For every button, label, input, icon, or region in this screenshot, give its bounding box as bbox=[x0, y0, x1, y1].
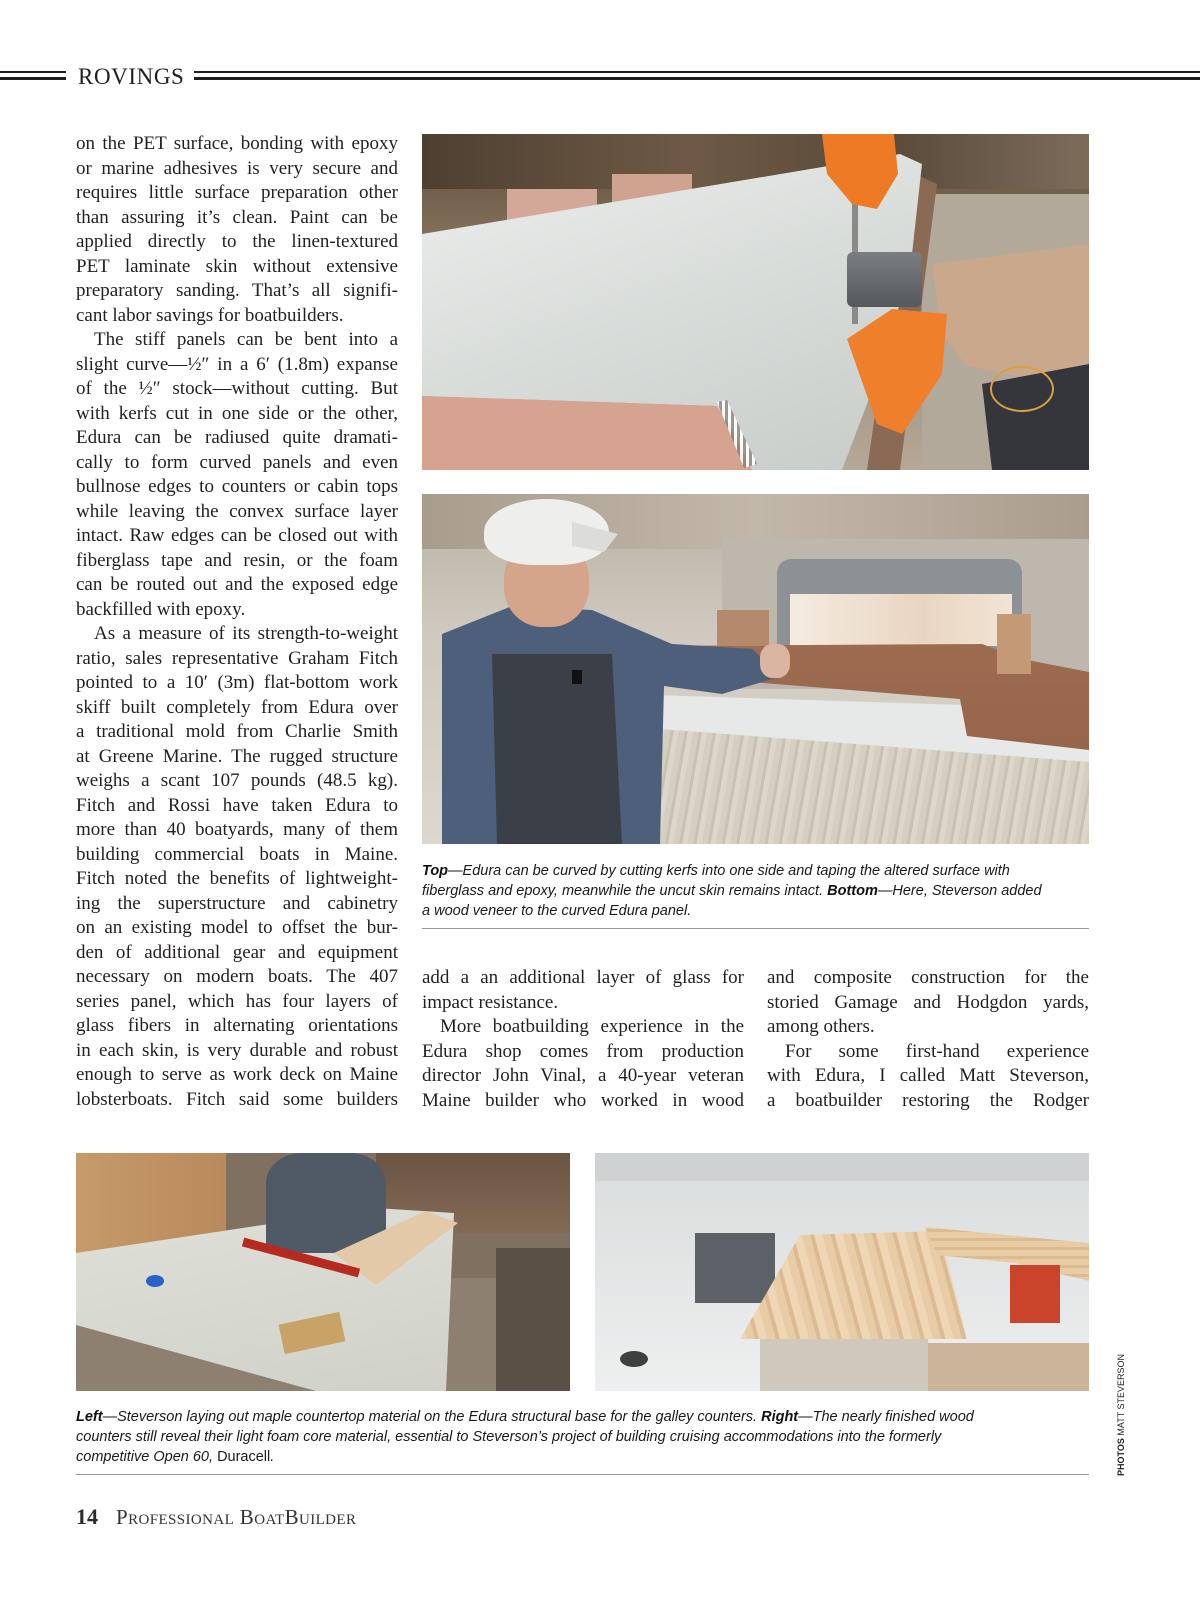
body-text-line: applied directly to the linen-textured bbox=[76, 231, 398, 252]
caption-label-bottom: Bottom bbox=[827, 883, 878, 899]
caption-line bbox=[76, 1407, 1089, 1427]
blue-tape-roll bbox=[146, 1275, 164, 1287]
body-text-line: bullnose edges to counters or cabin tops bbox=[76, 476, 398, 497]
photo-credit-name: MATT STEVERSON bbox=[1116, 1353, 1126, 1436]
caption-text: a wood veneer to the curved Edura panel. bbox=[422, 903, 692, 919]
body-text-line: Edura shop comes from production bbox=[422, 1040, 744, 1062]
body-text-line: in each skin, is very durable and robust bbox=[76, 1039, 398, 1061]
body-text-line: director John Vinal, a 40-year veteran bbox=[422, 1065, 744, 1086]
caption-label-right: Right bbox=[761, 1409, 799, 1425]
body-text-line: of the ½″ stock—without cutting. But bbox=[76, 378, 398, 399]
body-text-line: den of additional gear and equipment bbox=[76, 941, 398, 963]
cabin-overhead bbox=[595, 1153, 1089, 1181]
body-column-left bbox=[76, 132, 398, 1112]
body-text-line: on an existing model to offset the bur- bbox=[76, 917, 398, 938]
body-text-line: ratio, sales representative Graham Fitch bbox=[76, 647, 398, 669]
publication-name: Professional BoatBuilder bbox=[116, 1505, 357, 1529]
yellow-cord bbox=[990, 366, 1054, 412]
body-text-line: fiberglass tape and resin, or the foam bbox=[76, 549, 398, 571]
body-column-right bbox=[767, 966, 1089, 1113]
body-text-line: Fitch and Rossi have taken Edura to bbox=[76, 794, 398, 816]
cabin-sole bbox=[928, 1343, 1089, 1391]
body-text-line: add a an additional layer of glass for bbox=[422, 967, 744, 988]
caption-text: —Steverson laying out maple countertop material on the Edura structural base for the galley counters. bbox=[102, 1409, 762, 1425]
body-text-line: more than 40 boatyards, many of them bbox=[76, 819, 398, 840]
photo-credit bbox=[1114, 1354, 1128, 1476]
caption-text: —The nearly finished wood bbox=[798, 1409, 974, 1425]
body-text-line: cant labor savings for boatbuilders. bbox=[76, 304, 344, 326]
body-text-line: Edura can be radiused quite dramati- bbox=[76, 427, 398, 448]
caption-line bbox=[422, 901, 1089, 921]
body-text-line: storied Gamage and Hodgdon yards, bbox=[767, 991, 1089, 1013]
body-text-line: glass fibers in alternating orientations bbox=[76, 1015, 398, 1036]
body-text-line: cally to form curved panels and even bbox=[76, 451, 398, 473]
body-column-middle bbox=[422, 966, 744, 1113]
photo-credit-label: PHOTOS bbox=[1116, 1438, 1126, 1476]
photo-finished-galley-counters bbox=[595, 1153, 1089, 1391]
body-text-line: a boatbuilder restoring the Rodger bbox=[767, 1089, 1089, 1111]
caption-text: competitive Open 60, bbox=[76, 1449, 218, 1465]
caption-label-top: Top bbox=[422, 863, 449, 879]
red-equipment bbox=[1010, 1265, 1060, 1323]
caption-line bbox=[422, 881, 1089, 901]
caption-rule-bottom bbox=[76, 1474, 1089, 1475]
body-text-line: a traditional mold from Charlie Smith bbox=[76, 721, 398, 742]
island-base bbox=[760, 1339, 928, 1391]
body-text-line: at Greene Marine. The rugged structure bbox=[76, 745, 398, 767]
body-text-line: The stiff panels can be bent into a bbox=[94, 329, 398, 350]
caption-text: counters still reveal their light foam core material, essential to Steverson’s project of building cruising accommodations into the formerly bbox=[76, 1429, 942, 1445]
body-text-line: ing the superstructure and cabinetry bbox=[76, 892, 398, 914]
section-title: ROVINGS bbox=[78, 64, 185, 89]
body-text-line: while leaving the convex surface layer bbox=[76, 500, 398, 522]
c-clamp bbox=[847, 252, 922, 307]
body-text-line: More boatbuilding experience in the bbox=[440, 1016, 744, 1037]
photo-laying-out-countertop bbox=[76, 1153, 570, 1391]
body-text-line: than assuring it’s clean. Paint can be bbox=[76, 206, 398, 228]
caption-line bbox=[76, 1447, 1089, 1467]
body-text-line: impact resistance. bbox=[422, 991, 559, 1013]
body-text-line: building commercial boats in Maine. bbox=[76, 843, 398, 865]
caption-bottom-photos bbox=[76, 1407, 1089, 1467]
caption-line bbox=[76, 1427, 1089, 1447]
body-text-line: As a measure of its strength-to-weight bbox=[94, 623, 398, 644]
caption-line bbox=[422, 861, 1089, 881]
window-opening bbox=[790, 594, 1012, 646]
body-text-line: and composite construction for the bbox=[767, 967, 1089, 988]
body-text-line: or marine adhesives is very secure and bbox=[76, 157, 398, 179]
caption-top-photos bbox=[422, 861, 1089, 921]
photo-curved-edura-panel bbox=[422, 134, 1089, 470]
dark-panel bbox=[695, 1233, 775, 1303]
body-text-line: enough to serve as work deck on Maine bbox=[76, 1064, 398, 1085]
body-text-line: with kerfs cut in one side or the other, bbox=[76, 402, 398, 424]
body-text-line: among others. bbox=[767, 1016, 875, 1037]
body-text-line: with Edura, I called Matt Steverson, bbox=[767, 1065, 1089, 1086]
body-text-line: can be routed out and the exposed edge bbox=[76, 574, 398, 595]
body-text-line: slight curve—½″ in a 6′ (1.8m) expanse bbox=[76, 353, 398, 375]
caption-text: —Here, Steverson added bbox=[877, 883, 1042, 899]
body-text-line: weighs a scant 107 pounds (48.5 kg). bbox=[76, 770, 398, 791]
body-text-line: Maine builder who worked in wood bbox=[422, 1089, 744, 1111]
caption-text: —Edura can be curved by cutting kerfs into one side and taping the altered surface with bbox=[448, 863, 1010, 879]
header-rule-right bbox=[194, 71, 1200, 80]
caption-label-left: Left bbox=[76, 1409, 103, 1425]
caption-text: . bbox=[270, 1449, 275, 1465]
boat-name: Duracell bbox=[217, 1449, 271, 1465]
caption-text: fiberglass and epoxy, meanwhile the uncut skin remains intact. bbox=[422, 883, 828, 899]
body-text-line: pointed to a 10′ (3m) flat-bottom work bbox=[76, 672, 398, 693]
body-text-line: backfilled with epoxy. bbox=[76, 598, 246, 620]
veneer-block bbox=[717, 610, 769, 646]
body-text-line: on the PET surface, bonding with epoxy bbox=[76, 133, 398, 154]
worker-hand bbox=[760, 644, 790, 678]
caption-rule-top bbox=[422, 928, 1089, 929]
body-text-line: intact. Raw edges can be closed out with bbox=[76, 525, 398, 546]
veneer-block bbox=[997, 614, 1031, 674]
body-text-line: skiff built completely from Edura over bbox=[76, 696, 398, 718]
page-number: 14 bbox=[76, 1504, 98, 1529]
photo-steverson-veneer bbox=[422, 494, 1089, 844]
body-text-line: series panel, which has four layers of bbox=[76, 990, 398, 1012]
body-text-line: necessary on modern boats. The 407 bbox=[76, 966, 398, 987]
body-text-line: lobsterboats. Fitch said some builders bbox=[76, 1088, 398, 1110]
body-text-line: Fitch noted the benefits of lightweight- bbox=[76, 868, 398, 889]
body-text-line: PET laminate skin without extensive bbox=[76, 255, 398, 277]
hull-opening bbox=[620, 1351, 648, 1367]
body-text-line: preparatory sanding. That’s all signifi- bbox=[76, 280, 398, 301]
chest-microphone bbox=[572, 670, 582, 684]
body-text-line: requires little surface preparation other bbox=[76, 182, 398, 203]
header-rule-left bbox=[0, 71, 66, 80]
body-text-line: For some first-hand experience bbox=[785, 1040, 1089, 1062]
floor-tools bbox=[496, 1248, 570, 1391]
